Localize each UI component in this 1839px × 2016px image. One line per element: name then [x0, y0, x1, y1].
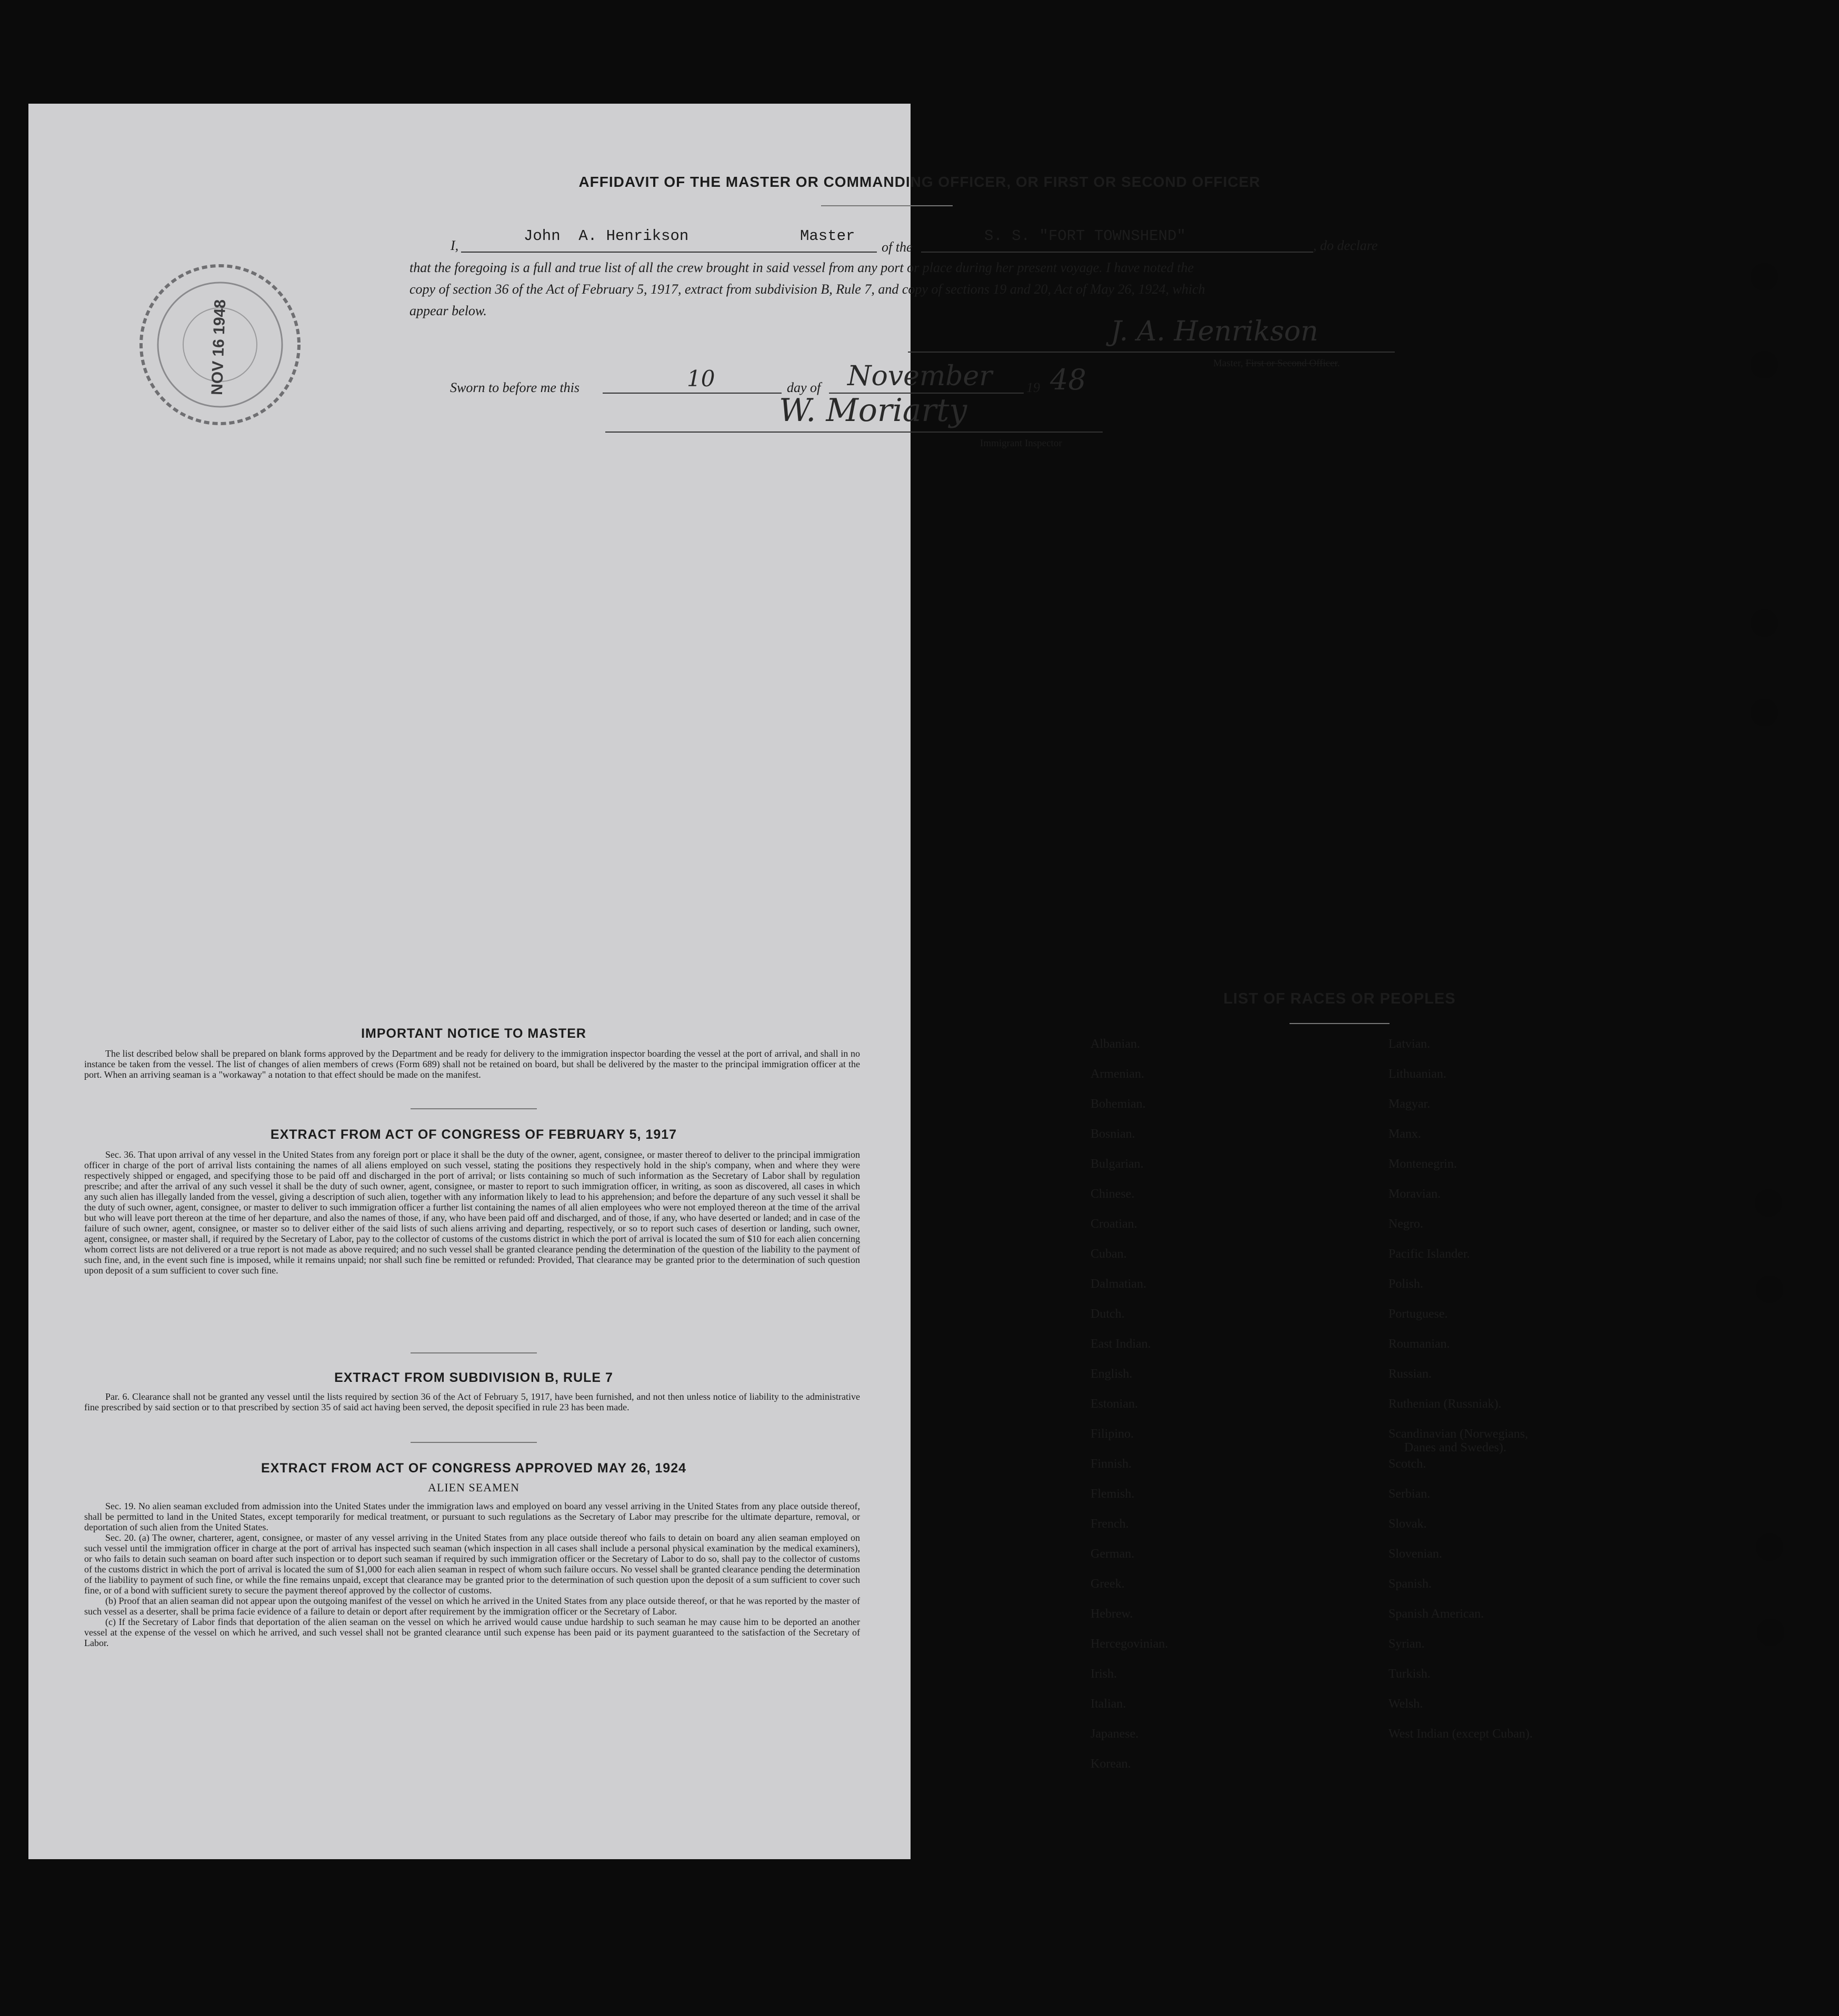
inspector-signature-line — [605, 432, 1103, 433]
extract-1917-paragraph: Sec. 36. That upon arrival of any vessel in the United States from any foreign port or place it shall be the duty of the owner, agent, consignee, or master thereof to deliver to the principal immigration officer in charge of the port of arrival lists containing the names of all aliens employed on such vessel, stating the positions they respectively hold in the ship's company, when and where they were respectively shipped or engaged, and specifying those to be paid off and discharged in the port of arrival; or lists containing so much of such information as the Secretary of Labor shall by regulation prescribe; and after the arrival of any such vessel it shall be the duty of such owner, agent, consignee, or master to report to such immigration officer, in writing, as soon as discovered, all cases in which any such alien has illegally landed from the vessel, giving a description of such alien, together with any information likely to lead to his apprehension; and before the departure of any such vessel it shall be the duty of such owner, agent, consignee, or master to deliver to such immigration officer a further list containing the names of all alien employees who were not employed thereon at the time of the arrival but who will leave port thereon at the time of her departure, and also the names of those, if any, who have been paid off and discharged, and of those, if any, who have deserted or landed; and in case of the failure of such owner, agent, consignee, or master so to deliver either of the said lists of such aliens arriving and departing, respectively, or so to report such cases of desertion or landing, such owner, agent, consignee, or master shall, if required by the Secretary of Labor, pay to the collector of customs of the customs district in which the port of arrival is located the sum of $10 for each alien concerning whom correct lists are not delivered or a true report is not made as above required; and no such vessel shall be granted clearance pending the determination of the question of the liability to the payment of such fine, and, in the event such fine is imposed, while it remains unpaid; nor shall such fine be remitted or refunded: Provided, That clearance may be granted prior to the determination of such question upon deposit of a sum sufficient to cover such fine. — [84, 1149, 860, 1276]
race-item: Estonian. — [1091, 1397, 1138, 1411]
punch-hole — [1755, 1189, 1782, 1217]
master-title-label — [1213, 358, 1340, 369]
race-item: Dalmatian. — [1091, 1277, 1146, 1291]
extract-1924-sec19: Sec. 19. No alien seaman excluded from admission into the United States under the immigration laws and employed on board any vessel arriving in the United States from any place outside thereof, shall be permitted to land in the United States, except temporarily for medical treatment, or pursuant to such regulations as the Secretary of Labor may prescribe for the ultimate departure, removal, or deportation of such alien from the United States. — [84, 1501, 860, 1532]
i-label: I, — [451, 238, 459, 253]
race-item: Slovak. — [1388, 1517, 1427, 1531]
race-item: Polish. — [1388, 1277, 1424, 1291]
race-item: Ruthenian (Russniak). — [1388, 1397, 1502, 1411]
inspector-label: Immigrant Inspector — [980, 438, 1062, 449]
race-item: Negro. — [1388, 1217, 1423, 1231]
extract-rule7-title: EXTRACT FROM SUBDIVISION B, RULE 7 — [334, 1370, 613, 1385]
title-divider — [821, 205, 953, 206]
race-item: Albanian. — [1091, 1037, 1140, 1051]
name-line — [461, 252, 877, 253]
race-item: Spanish American. — [1388, 1607, 1484, 1621]
race-item: Scotch. — [1388, 1457, 1426, 1471]
races-title: LIST OF RACES OR PEOPLES — [1223, 990, 1456, 1007]
master-title-prefix: Master, — [1213, 358, 1246, 369]
race-item: Bosnian. — [1091, 1127, 1135, 1141]
race-item: Korean. — [1091, 1757, 1131, 1771]
race-item: Syrian. — [1388, 1637, 1425, 1651]
inspector-signature: W. Moriarty — [779, 392, 967, 429]
punch-hole — [1751, 351, 1778, 378]
race-item: Magyar. — [1388, 1097, 1431, 1111]
race-item: Lithuanian. — [1388, 1067, 1446, 1081]
race-item: Bohemian. — [1091, 1097, 1146, 1111]
race-item: Slovenian. — [1388, 1547, 1442, 1561]
race-item: Moravian. — [1388, 1187, 1441, 1201]
races-title-divider — [1290, 1023, 1390, 1024]
master-title-suffix: . — [1337, 358, 1340, 369]
master-title-struck: First or Second Officer — [1245, 358, 1337, 369]
race-item: Chinese. — [1091, 1187, 1135, 1201]
year-prefix: 19 — [1026, 380, 1040, 395]
extract-rule7-paragraph: Par. 6. Clearance shall not be granted any vessel until the lists required by section 36 of the Act of February 5, 1917, have been furnished, and not then unless notice of liability to the administrative fine prescribed by said section or to that prescribed by section 35 of said act having been served, the deposit specified in rule 23 has been made. — [84, 1391, 860, 1412]
declare-label: , do declare — [1313, 238, 1378, 253]
extract-1924-text — [84, 1501, 860, 1648]
punch-hole — [1756, 1533, 1783, 1561]
race-item: Montenegrin. — [1388, 1157, 1457, 1171]
race-item: Japanese. — [1091, 1727, 1139, 1741]
declaration-line-2: that the foregoing is a full and true list of all the crew brought in said vessel from any port or place during her present voyage. I have noted the — [409, 260, 1194, 275]
race-item: Scandinavian (Norwegians, — [1388, 1427, 1528, 1441]
affidavit-title: AFFIDAVIT OF THE MASTER OR COMMANDING OFFICER, OR FIRST OR SECOND OFFICER — [578, 174, 1261, 190]
race-item: Roumanian. — [1388, 1337, 1450, 1351]
divider — [411, 1352, 537, 1353]
extract-1924-sec20c: (c) If the Secretary of Labor finds that deportation of the alien seaman on the vessel on which he arrived would cause undue hardship to such seaman he may cause him to be deported an another vessel at the expense of the vessel on which he arrived, and such vessel shall not be granted clearance until such expense has been paid or its payment guaranteed to the satisfaction of the Secretary of Labor. — [84, 1617, 860, 1648]
race-item: Serbian. — [1388, 1487, 1431, 1501]
vessel-line — [921, 252, 1313, 253]
race-item: Irish. — [1091, 1667, 1117, 1681]
notice-title: IMPORTANT NOTICE TO MASTER — [361, 1026, 586, 1041]
race-item: West Indian (except Cuban). — [1388, 1727, 1533, 1741]
race-item: Italian. — [1091, 1697, 1126, 1711]
extract-1924-subtitle: ALIEN SEAMEN — [428, 1481, 519, 1494]
notice-paragraph: The list described below shall be prepared on blank forms approved by the Department and be ready for delivery to the immigration inspector boarding the vessel at the port of arrival, and shall in no instance be taken from the vessel. The list of changes of alien members of crews (Form 689) shall not be retained on board, but shall be delivered by the master to the principal immigration officer at the port. When an arriving seaman is a "workaway" a notation to that effect should be made on the manifest. — [84, 1048, 860, 1080]
extract-1924-sec20a: Sec. 20. (a) The owner, charterer, agent, consignee, or master of any vessel arriving in the United States from any place outside thereof who fails to detain on board any alien seaman employed on such vessel until the immigration officer in charge at the port of arrival has inspected such seaman (which inspection in all cases shall include a personal physical examination by the medical examiners), or who fails to detain such seaman on board after such inspection or to deport such seaman if required by such immigration officer or the Secretary of Labor to do so, shall pay to the collector of customs of the customs district in which the port of arrival is located the sum of $1,000 for each alien seaman in respect of whom such failure occurs. No vessel shall be granted clearance pending the determination of the liability to payment of such fine, or while the fine remains unpaid, except that clearance may be granted prior to the determination of such question upon the deposit of a sum sufficient to cover such fine, or of a bond with sufficient surety to secure the payment thereof approved by the collector of customs. — [84, 1532, 860, 1596]
extract-1924-sec20b: (b) Proof that an alien seaman did not appear upon the outgoing manifest of the vessel on which he arrived in the United States from any place outside thereof, or that he was reported by the master of such vessel as a deserter, shall be prima facie evidence of a failure to detain or deport after requirement by the immigration officer or the Secretary of Labor. — [84, 1596, 860, 1617]
punch-hole — [1756, 1276, 1783, 1303]
master-signature-line — [908, 352, 1395, 353]
date-stamp — [136, 260, 304, 429]
race-item: Flemish. — [1091, 1487, 1135, 1501]
race-item: Armenian. — [1091, 1067, 1144, 1081]
race-item: Manx. — [1388, 1127, 1421, 1141]
race-item: Latvian. — [1388, 1037, 1431, 1051]
declaration-line-4: appear below. — [409, 303, 487, 318]
race-item: Turkish. — [1388, 1667, 1431, 1681]
notice-text — [84, 1048, 860, 1080]
race-item: Pacific Islander. — [1388, 1247, 1470, 1261]
race-item: Cuban. — [1091, 1247, 1127, 1261]
date-stamp-date: NOV 16 1948 — [208, 299, 229, 396]
race-item: French. — [1091, 1517, 1129, 1531]
sworn-label: Sworn to before me this — [450, 380, 580, 395]
race-item: Croatian. — [1091, 1217, 1137, 1231]
extract-rule7-text — [84, 1391, 860, 1412]
day-of-label: day of — [787, 380, 821, 395]
extract-1924-title: EXTRACT FROM ACT OF CONGRESS APPROVED MAY 26, 1924 — [261, 1461, 687, 1476]
extract-1917-text — [84, 1149, 860, 1276]
vessel-name: S. S. "FORT TOWNSHEND" — [984, 227, 1186, 245]
punch-hole — [1751, 699, 1778, 726]
sworn-month: November — [847, 360, 993, 392]
race-item: Danes and Swedes). — [1404, 1441, 1506, 1455]
race-item: East Indian. — [1091, 1337, 1151, 1351]
race-item: Greek. — [1091, 1577, 1125, 1591]
sworn-day-line — [603, 393, 782, 394]
sworn-day: 10 — [687, 366, 715, 392]
master-rank: Master — [800, 227, 855, 245]
race-item: Hebrew. — [1091, 1607, 1133, 1621]
race-item: Finnish. — [1091, 1457, 1132, 1471]
master-name: John A. Henrikson — [524, 227, 689, 245]
race-item: German. — [1091, 1547, 1135, 1561]
race-item: Bulgarian. — [1091, 1157, 1144, 1171]
punch-hole — [1757, 1619, 1784, 1646]
race-item: English. — [1091, 1367, 1133, 1381]
race-item: Dutch. — [1091, 1307, 1125, 1321]
sworn-year: 48 — [1050, 363, 1086, 396]
race-item: Spanish. — [1388, 1577, 1432, 1591]
of-the-label: of the — [882, 239, 913, 255]
punch-hole — [1751, 609, 1778, 637]
master-signature: J. A. Henrikson — [1111, 316, 1318, 347]
race-item: Welsh. — [1388, 1697, 1423, 1711]
race-item: Hercegovinian. — [1091, 1637, 1168, 1651]
declaration-line-3: copy of section 36 of the Act of February 5, 1917, extract from subdivision B, Rule 7, and copy of sections 19 and 20, Act of May 26, 1924, which — [409, 282, 1205, 297]
punch-hole — [1751, 263, 1778, 290]
race-item: Russian. — [1388, 1367, 1432, 1381]
race-item: Portuguese. — [1388, 1307, 1448, 1321]
divider — [411, 1442, 537, 1443]
race-item: Filipino. — [1091, 1427, 1134, 1441]
divider — [411, 1108, 537, 1109]
extract-1917-title: EXTRACT FROM ACT OF CONGRESS OF FEBRUARY 5, 1917 — [270, 1127, 677, 1142]
